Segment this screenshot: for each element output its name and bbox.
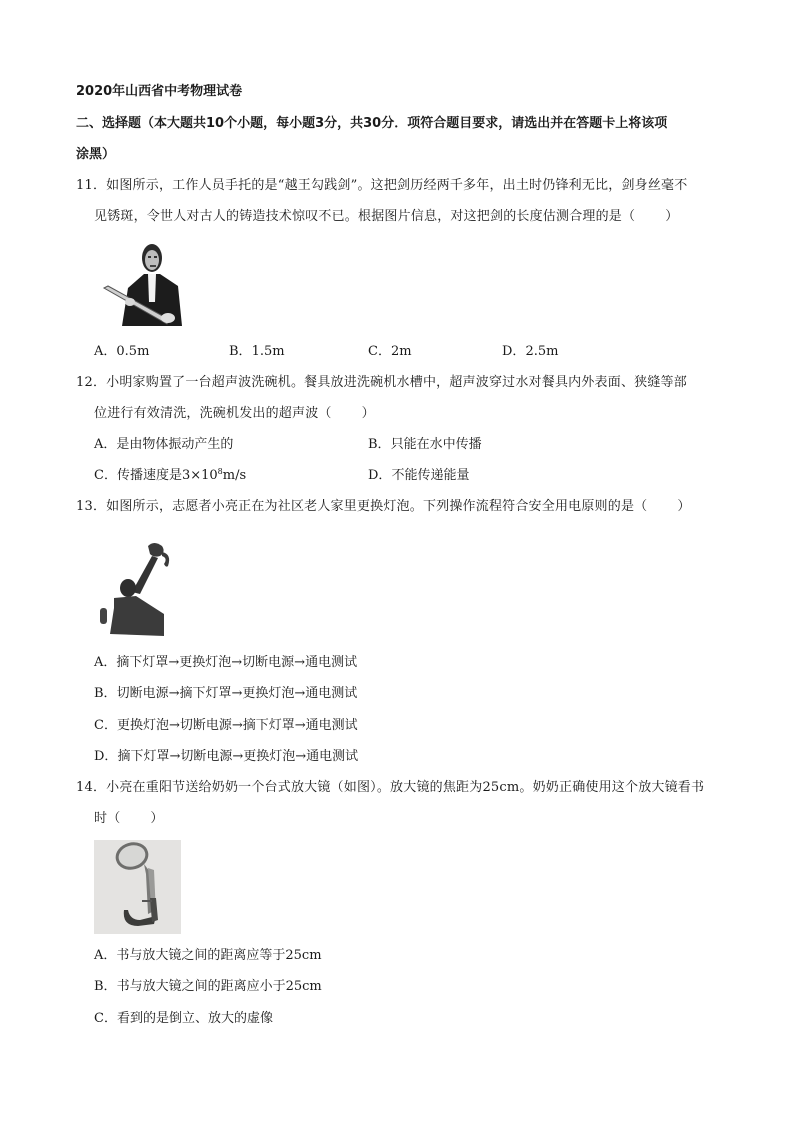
section-heading-cont: 涂黑） (76, 147, 116, 162)
q13-option-d[interactable]: D．摘下灯罩→切断电源→更换灯泡→通电测试 (94, 749, 359, 764)
q12-option-a[interactable]: A．是由物体振动产生的 (94, 437, 234, 452)
question-number: 12． (76, 375, 107, 390)
q12-option-b[interactable]: B．只能在水中传播 (368, 437, 482, 452)
q14-option-a[interactable]: A．书与放大镜之间的距离应等于25cm (94, 948, 322, 963)
question-12-line2: 位进行有效清洗，洗碗机发出的超声波（ ） (94, 406, 375, 421)
question-number: 13． (76, 499, 107, 514)
desk-magnifier-photo (94, 840, 181, 934)
section-heading: 二、选择题（本大题共10个小题，每小题3分，共30分．项符合题目要求，请选出并在答题卡上将该项 (76, 116, 668, 131)
q11-option-b[interactable]: B．1.5m (229, 344, 285, 359)
person-changing-lightbulb-photo (96, 538, 176, 638)
question-number: 11． (76, 178, 107, 193)
person-holding-sword-photo (100, 240, 190, 332)
question-11-line1: 11．如图所示，工作人员手托的是“越王勾践剑”。这把剑历经两千多年，出土时仍锋利无比，剑身丝毫不 (76, 178, 688, 193)
q13-option-c[interactable]: C．更换灯泡→切断电源→摘下灯罩→通电测试 (94, 718, 358, 733)
q13-option-a[interactable]: A．摘下灯罩→更换灯泡→切断电源→通电测试 (94, 655, 358, 670)
question-13-line1: 13．如图所示，志愿者小亮正在为社区老人家里更换灯泡。下列操作流程符合安全用电原则的是（ ） (76, 499, 691, 514)
question-14-line2: 时（ ） (94, 811, 164, 826)
q14-option-c[interactable]: C．看到的是倒立、放大的虚像 (94, 1011, 273, 1026)
q14-option-b[interactable]: B．书与放大镜之间的距离应小于25cm (94, 979, 322, 994)
q11-option-a[interactable]: A．0.5m (94, 344, 150, 359)
question-12-line1: 12．小明家购置了一台超声波洗碗机。餐具放进洗碗机水槽中，超声波穿过水对餐具内外表面、狭缝等部 (76, 375, 687, 390)
q11-option-c[interactable]: C．2m (368, 344, 412, 359)
q13-option-b[interactable]: B．切断电源→摘下灯罩→更换灯泡→通电测试 (94, 686, 358, 701)
question-14-line1: 14．小亮在重阳节送给奶奶一个台式放大镜（如图）。放大镜的焦距为25cm。奶奶正确使用这个放大镜看书 (76, 780, 705, 795)
q12-option-d[interactable]: D．不能传递能量 (368, 468, 470, 483)
question-11-line2: 见锈斑，令世人对古人的铸造技术惊叹不已。根据图片信息，对这把剑的长度估测合理的是（ ） (94, 209, 679, 224)
question-number: 14． (76, 780, 107, 795)
q12-option-c[interactable]: C．传播速度是$3\times 10^8m/s$ (94, 467, 247, 483)
q11-option-d[interactable]: D．2.5m (502, 344, 559, 359)
exam-title: 2020年山西省中考物理试卷 (76, 84, 243, 99)
